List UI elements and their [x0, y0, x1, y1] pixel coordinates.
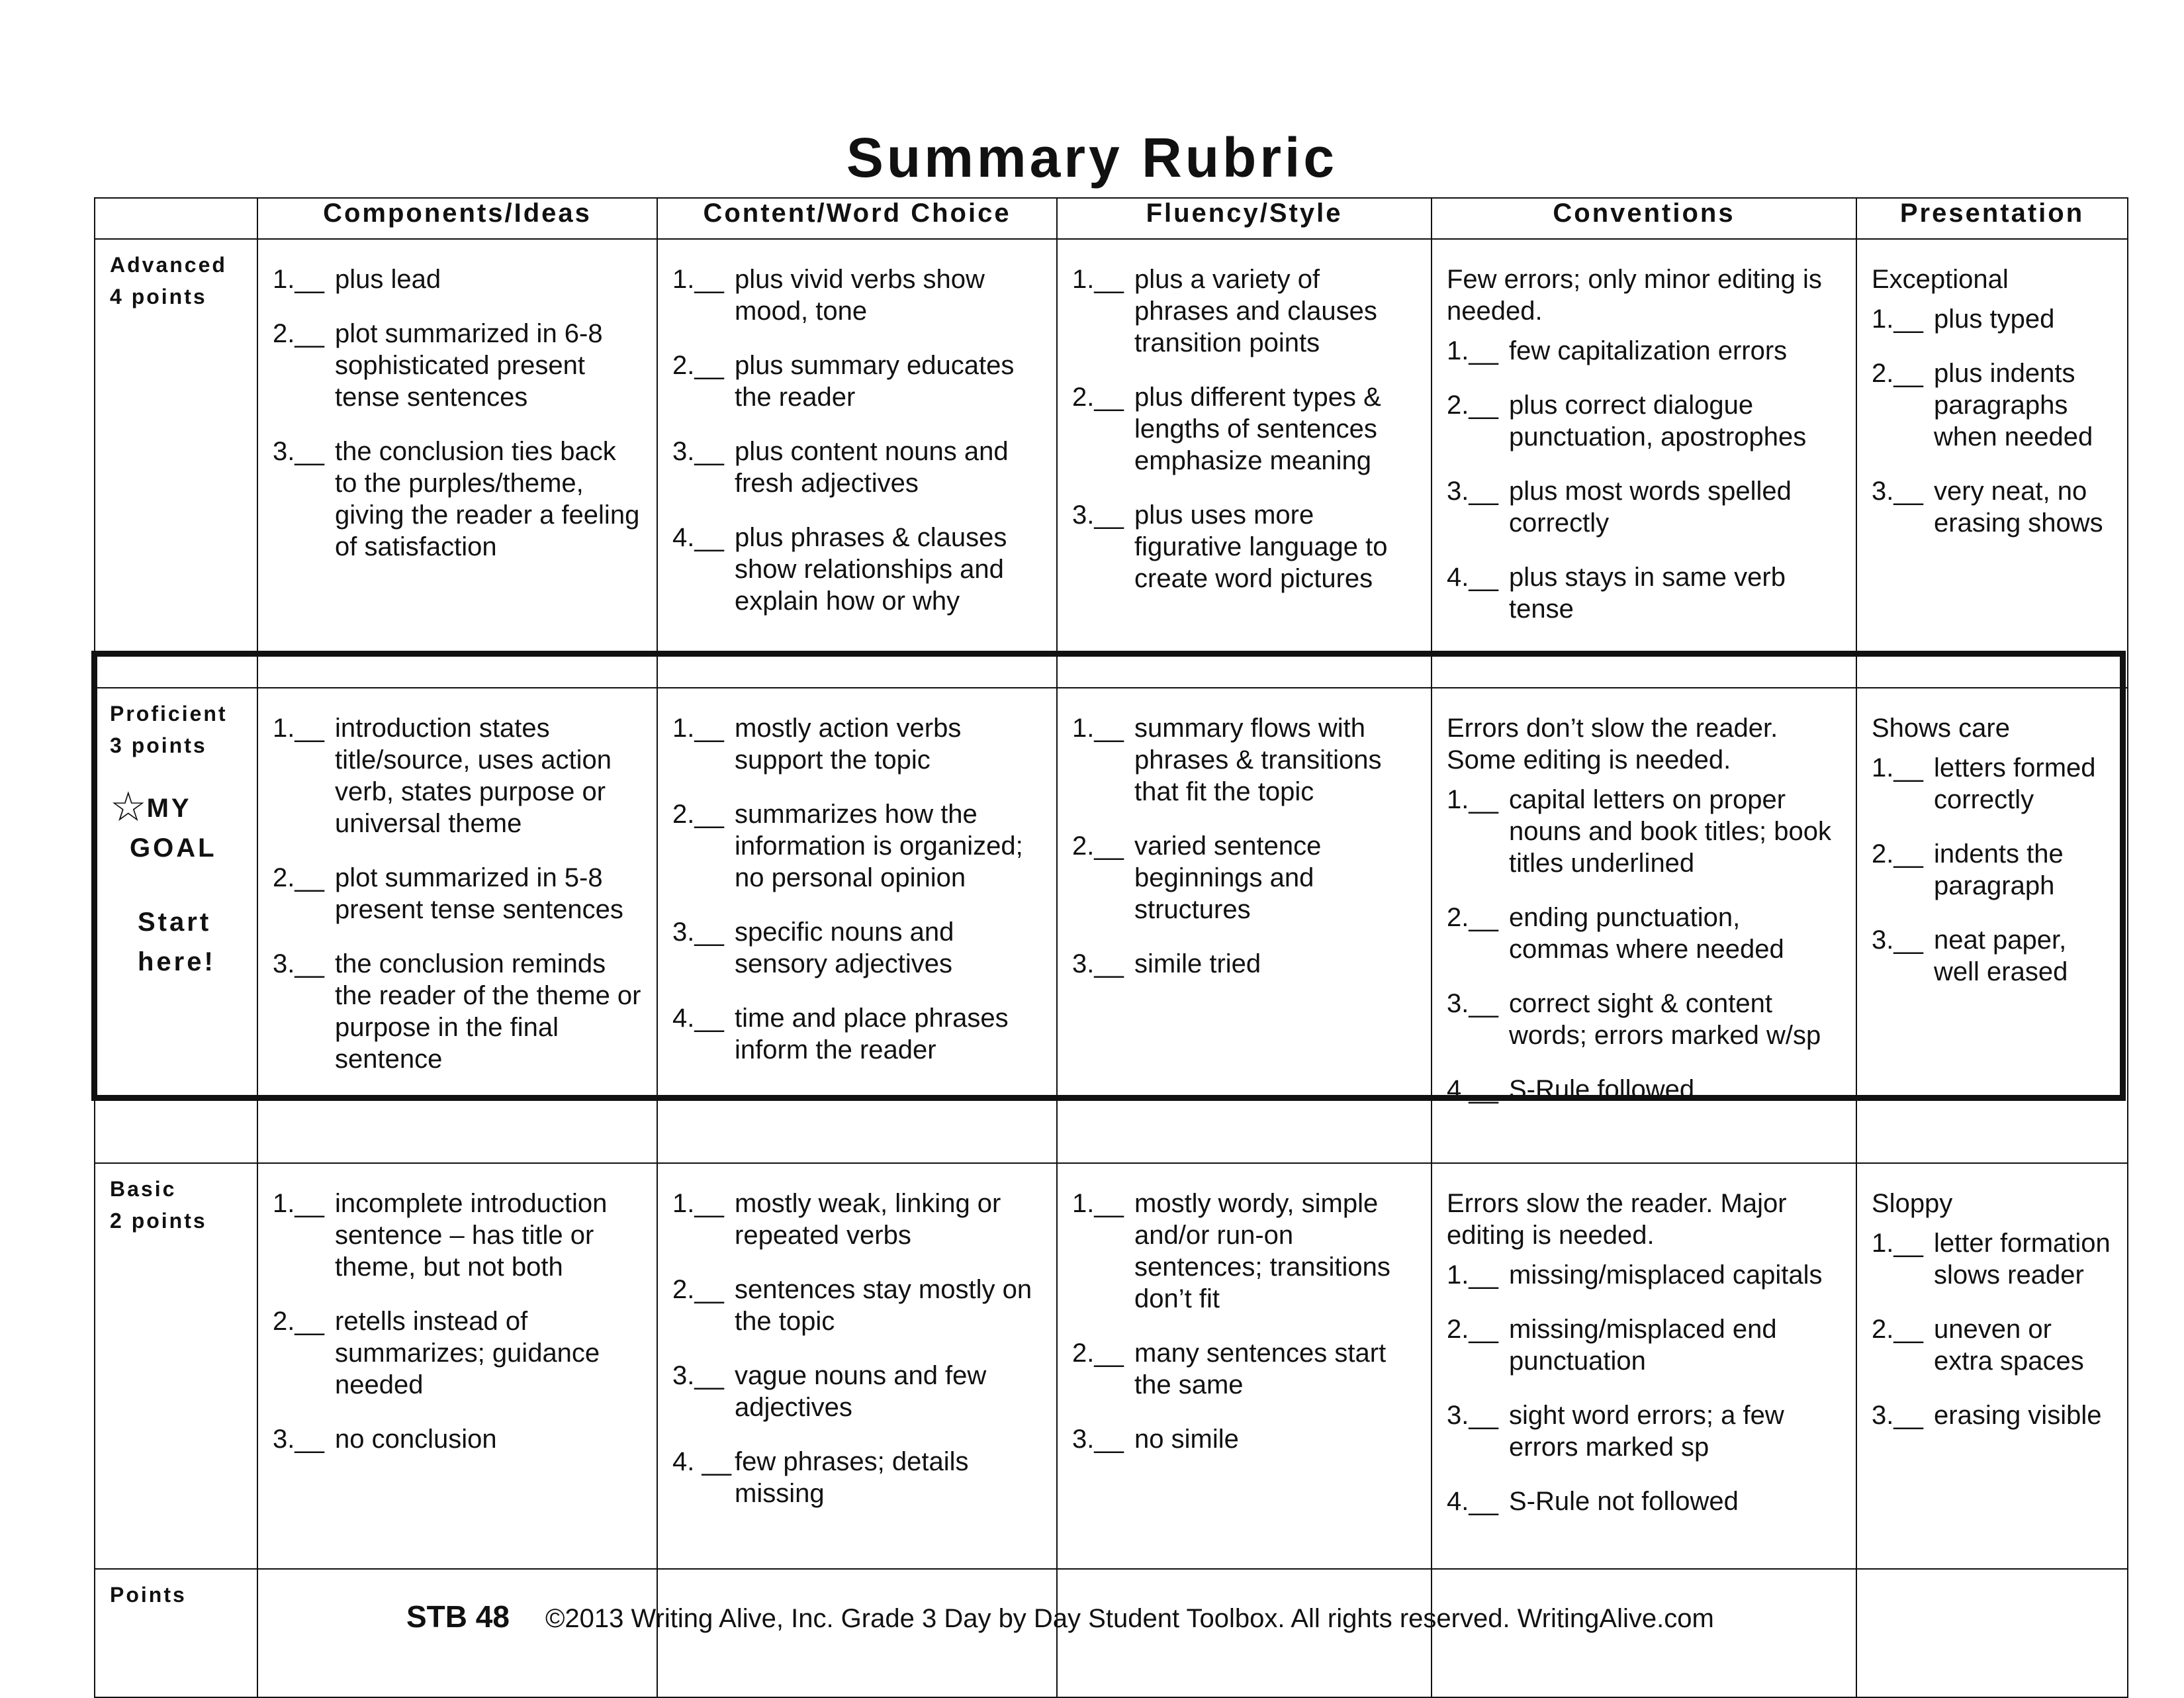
criterion-item: [1447, 1313, 1843, 1377]
column-header: Components/Ideas: [257, 198, 657, 239]
criterion-text: plus uses more figurative language to create word pictures: [1134, 500, 1388, 593]
criterion-blank[interactable]: 1.__: [1872, 753, 1923, 782]
criterion-blank[interactable]: 2.__: [273, 319, 324, 348]
footer: [406, 1599, 1714, 1634]
criterion-blank[interactable]: 1.__: [672, 265, 724, 294]
level-name: Basic: [110, 1177, 177, 1201]
criterion-blank[interactable]: 1.__: [1447, 336, 1498, 365]
row-basic: [95, 1163, 2128, 1569]
criterion-item: [672, 1002, 1043, 1066]
criterion-text: mostly wordy, simple and/or run-on sentences; transitions don’t fit: [1134, 1189, 1390, 1313]
rubric-cell: [1057, 239, 1432, 688]
criterion-item: [273, 318, 643, 413]
criterion-item: [1447, 1399, 1843, 1463]
rubric-cell: [257, 239, 657, 688]
criterion-text: uneven or extra spaces: [1934, 1315, 2084, 1376]
criterion-blank[interactable]: 3.__: [1072, 949, 1124, 978]
footer-code: STB 48: [406, 1599, 510, 1634]
criterion-text: correct sight & content words; errors marked w/sp: [1509, 989, 1821, 1050]
criterion-blank[interactable]: 2.__: [1447, 1315, 1498, 1344]
criterion-text: many sentences start the same: [1134, 1339, 1387, 1399]
points-cell[interactable]: [1856, 1569, 2128, 1697]
criterion-text: plus different types & lengths of sentences emphasize meaning: [1134, 383, 1381, 475]
criterion-item: [273, 1188, 643, 1283]
rubric-cell: [657, 239, 1057, 688]
criterion-blank[interactable]: 3.__: [1872, 925, 1923, 955]
criterion-item: [1447, 475, 1843, 539]
criterion-blank[interactable]: 2.__: [1872, 1315, 1923, 1344]
criterion-blank[interactable]: 4.__: [672, 523, 724, 552]
criterion-item: [1872, 303, 2114, 335]
criterion-item: [672, 436, 1043, 499]
criterion-blank[interactable]: 4. __: [672, 1447, 731, 1476]
criterion-item: [1447, 561, 1843, 625]
criterion-item: [672, 1360, 1043, 1423]
criterion-text: neat paper, well erased: [1934, 925, 2068, 986]
criterion-text: plus summary educates the reader: [735, 351, 1015, 412]
criterion-item: [1072, 381, 1418, 477]
criterion-blank[interactable]: 3.__: [1872, 477, 1923, 506]
criterion-text: plus stays in same verb tense: [1509, 563, 1786, 624]
criterion-item: [1072, 1337, 1418, 1401]
criterion-blank[interactable]: 3.__: [672, 1361, 724, 1390]
criterion-blank[interactable]: 2.__: [1072, 1339, 1124, 1368]
corner-cell: [95, 198, 257, 239]
criterion-blank[interactable]: 2.__: [1447, 903, 1498, 932]
criterion-blank[interactable]: 4.__: [1447, 1487, 1498, 1516]
criterion-blank[interactable]: 3.__: [1072, 1425, 1124, 1454]
column-header: Presentation: [1856, 198, 2128, 239]
rubric-cell: [1432, 688, 1856, 1163]
goal-word-goal: GOAL: [130, 833, 217, 863]
criterion-text: few phrases; details missing: [735, 1447, 969, 1508]
criterion-text: specific nouns and sensory adjectives: [735, 918, 954, 978]
criterion-text: mostly action verbs support the topic: [735, 714, 962, 775]
criterion-item: [1447, 784, 1843, 879]
criterion-blank[interactable]: 2.__: [1872, 359, 1923, 388]
criterion-item: [672, 712, 1043, 776]
criterion-text: the conclusion reminds the reader of the theme or purpose in the final sentence: [335, 949, 641, 1074]
level-points: 3 points: [110, 733, 207, 757]
cell-intro: Errors slow the reader. Major editing is needed.: [1447, 1189, 1787, 1250]
column-header: Fluency/Style: [1057, 198, 1432, 239]
goal-word-my: MY: [146, 794, 192, 823]
criterion-text: plus correct dialogue punctuation, apostrophes: [1509, 391, 1807, 451]
criterion-item: [1872, 1399, 2114, 1431]
here-word: here!: [138, 947, 216, 976]
rubric-cell: [1057, 1163, 1432, 1569]
criterion-blank[interactable]: 3.__: [1447, 1401, 1498, 1430]
criterion-blank[interactable]: 1.__: [273, 265, 324, 294]
rubric-table: [94, 197, 2128, 1698]
level-points: 2 points: [110, 1209, 207, 1233]
cell-intro: Sloppy: [1872, 1189, 1953, 1218]
criterion-text: plus vivid verbs show mood, tone: [735, 265, 985, 326]
criterion-item: [1072, 712, 1418, 808]
criterion-blank[interactable]: 1.__: [1447, 1260, 1498, 1290]
criterion-item: [1447, 389, 1843, 453]
criterion-item: [1072, 1188, 1418, 1315]
criterion-blank[interactable]: 3.__: [672, 437, 724, 466]
criterion-blank[interactable]: 3.__: [672, 918, 724, 947]
criterion-item: [672, 1274, 1043, 1337]
criterion-blank[interactable]: 2.__: [672, 1275, 724, 1304]
criterion-item: [1072, 499, 1418, 594]
criterion-item: [273, 712, 643, 839]
criterion-item: [273, 263, 643, 295]
row-advanced: [95, 239, 2128, 688]
criterion-text: introduction states title/source, uses action verb, states purpose or universal theme: [335, 714, 612, 838]
column-header: Conventions: [1432, 198, 1856, 239]
criterion-text: plot summarized in 6-8 sophisticated present tense sentences: [335, 319, 603, 412]
criterion-text: retells instead of summarizes; guidance needed: [335, 1307, 600, 1399]
criterion-item: [1447, 335, 1843, 367]
criterion-text: plus most words spelled correctly: [1509, 477, 1792, 538]
criterion-item: [273, 862, 643, 925]
criterion-item: [1872, 924, 2114, 988]
criterion-text: missing/misplaced capitals: [1509, 1260, 1823, 1290]
criterion-text: plus content nouns and fresh adjectives: [735, 437, 1009, 498]
criterion-blank[interactable]: 4.__: [672, 1004, 724, 1033]
criterion-blank[interactable]: 2.__: [672, 800, 724, 829]
criterion-item: [1072, 830, 1418, 925]
criterion-item: [1872, 752, 2114, 816]
criterion-text: summary flows with phrases & transitions that fit the topic: [1134, 714, 1382, 806]
criterion-text: simile tried: [1134, 949, 1261, 978]
points-label: Points: [95, 1569, 257, 1697]
criterion-blank[interactable]: 4.__: [1447, 563, 1498, 592]
criterion-blank[interactable]: 2.__: [672, 351, 724, 380]
criterion-blank[interactable]: 2.__: [1072, 831, 1124, 861]
criterion-blank[interactable]: 3.__: [1447, 477, 1498, 506]
criterion-text: S-Rule not followed: [1509, 1487, 1739, 1516]
criterion-text: plus indents paragraphs when needed: [1934, 359, 2093, 451]
level-name: Advanced: [110, 253, 227, 277]
criterion-text: S-Rule followed: [1509, 1075, 1695, 1104]
criterion-text: varied sentence beginnings and structures: [1134, 831, 1322, 924]
criterion-text: no simile: [1134, 1425, 1239, 1454]
criterion-text: sentences stay mostly on the topic: [735, 1275, 1032, 1336]
criterion-text: no conclusion: [335, 1425, 497, 1454]
rubric-cell: [257, 1163, 657, 1569]
criterion-text: plus phrases & clauses show relationships and explain how or why: [735, 523, 1007, 616]
criterion-text: incomplete introduction sentence – has title or theme, but not both: [335, 1189, 608, 1282]
criterion-text: capital letters on proper nouns and book titles; book titles underlined: [1509, 785, 1832, 878]
row-label: [95, 688, 257, 1163]
cell-intro: Errors don’t slow the reader. Some editing is needed.: [1447, 714, 1778, 775]
criterion-blank[interactable]: 3.__: [273, 1425, 324, 1454]
level-points: 4 points: [110, 285, 207, 308]
criterion-item: [273, 436, 643, 563]
rubric-cell: [657, 688, 1057, 1163]
criterion-blank[interactable]: 3.__: [273, 949, 324, 978]
criterion-item: [1072, 263, 1418, 359]
criterion-blank[interactable]: 1.__: [1447, 785, 1498, 814]
criterion-blank[interactable]: 1.__: [672, 1189, 724, 1218]
rubric-cell: [1432, 239, 1856, 688]
criterion-blank[interactable]: 3.__: [1872, 1401, 1923, 1430]
criterion-blank[interactable]: 4.__: [1447, 1075, 1498, 1104]
cell-intro: Shows care: [1872, 714, 2010, 743]
criterion-blank[interactable]: 1.__: [1072, 265, 1124, 294]
criterion-item: [672, 350, 1043, 413]
criterion-item: [1872, 1313, 2114, 1377]
criterion-blank[interactable]: 2.__: [1872, 839, 1923, 869]
criterion-text: the conclusion ties back to the purples/theme, giving the reader a feeling of satisfaction: [335, 437, 640, 561]
level-name: Proficient: [110, 702, 228, 726]
criterion-item: [273, 1423, 643, 1455]
my-goal-note: [110, 784, 257, 982]
criterion-text: plus lead: [335, 265, 441, 294]
criterion-item: [672, 798, 1043, 894]
criterion-text: mostly weak, linking or repeated verbs: [735, 1189, 1001, 1250]
criterion-text: time and place phrases inform the reader: [735, 1004, 1009, 1064]
star-icon: ☆: [110, 784, 147, 830]
criterion-text: vague nouns and few adjectives: [735, 1361, 987, 1422]
criterion-item: [1072, 948, 1418, 980]
criterion-item: [672, 1446, 1043, 1509]
rubric-cell: [1856, 688, 2128, 1163]
criterion-item: [1872, 357, 2114, 453]
criterion-item: [1447, 1259, 1843, 1291]
criterion-text: erasing visible: [1934, 1401, 2102, 1430]
criterion-blank[interactable]: 3.__: [273, 437, 324, 466]
criterion-item: [273, 1305, 643, 1401]
row-proficient: [95, 688, 2128, 1163]
criterion-item: [1447, 988, 1843, 1051]
criterion-text: missing/misplaced end punctuation: [1509, 1315, 1777, 1376]
criterion-blank[interactable]: 3.__: [1447, 989, 1498, 1018]
criterion-text: sight word errors; a few errors marked sp: [1509, 1401, 1784, 1462]
criterion-item: [672, 522, 1043, 617]
criterion-item: [1447, 1074, 1843, 1106]
criterion-blank[interactable]: 3.__: [1072, 500, 1124, 530]
criterion-text: ending punctuation, commas where needed: [1509, 903, 1784, 964]
criterion-blank[interactable]: 1.__: [1872, 1229, 1923, 1258]
criterion-text: plus a variety of phrases and clauses transition points: [1134, 265, 1377, 357]
criterion-blank[interactable]: 1.__: [672, 714, 724, 743]
header-row: [95, 198, 2128, 239]
criterion-item: [1072, 1423, 1418, 1455]
criterion-blank[interactable]: 1.__: [273, 1189, 324, 1218]
criterion-text: letter formation slows reader: [1934, 1229, 2111, 1290]
criterion-text: very neat, no erasing shows: [1934, 477, 2103, 538]
criterion-text: indents the paragraph: [1934, 839, 2064, 900]
criterion-item: [1872, 1227, 2114, 1291]
rubric-cell: [1432, 1163, 1856, 1569]
criterion-item: [1872, 838, 2114, 902]
criterion-item: [1447, 1486, 1843, 1517]
row-label: [95, 1163, 257, 1569]
criterion-blank[interactable]: 1.__: [1872, 305, 1923, 334]
rubric-cell: [257, 688, 657, 1163]
criterion-blank[interactable]: 1.__: [1072, 1189, 1124, 1218]
rubric-cell: [1057, 688, 1432, 1163]
rubric-cell: [1856, 239, 2128, 688]
rubric-cell: [1856, 1163, 2128, 1569]
criterion-text: few capitalization errors: [1509, 336, 1788, 365]
criterion-blank[interactable]: 2.__: [273, 863, 324, 892]
column-header: Content/Word Choice: [657, 198, 1057, 239]
criterion-blank[interactable]: 1.__: [1072, 714, 1124, 743]
criterion-blank[interactable]: 2.__: [1072, 383, 1124, 412]
criterion-item: [672, 916, 1043, 980]
criterion-blank[interactable]: 2.__: [1447, 391, 1498, 420]
rubric-cell: [657, 1163, 1057, 1569]
criterion-text: plot summarized in 5-8 present tense sentences: [335, 863, 623, 924]
criterion-text: summarizes how the information is organized; no personal opinion: [735, 800, 1023, 892]
criterion-text: plus typed: [1934, 305, 2055, 334]
criterion-text: letters formed correctly: [1934, 753, 2096, 814]
criterion-item: [1872, 475, 2114, 539]
criterion-item: [672, 1188, 1043, 1251]
criterion-blank[interactable]: 1.__: [273, 714, 324, 743]
start-word: Start: [138, 908, 212, 937]
cell-intro: Exceptional: [1872, 265, 2009, 294]
footer-copyright: ©2013 Writing Alive, Inc. Grade 3 Day by Day Student Toolbox. All rights reserved. WritingAlive.com: [545, 1604, 1714, 1633]
cell-intro: Few errors; only minor editing is needed.: [1447, 265, 1822, 326]
page-title: Summary Rubric: [846, 126, 1338, 189]
criterion-blank[interactable]: 2.__: [273, 1307, 324, 1336]
criterion-item: [672, 263, 1043, 327]
row-label: [95, 239, 257, 688]
criterion-item: [1447, 902, 1843, 965]
criterion-item: [273, 948, 643, 1075]
